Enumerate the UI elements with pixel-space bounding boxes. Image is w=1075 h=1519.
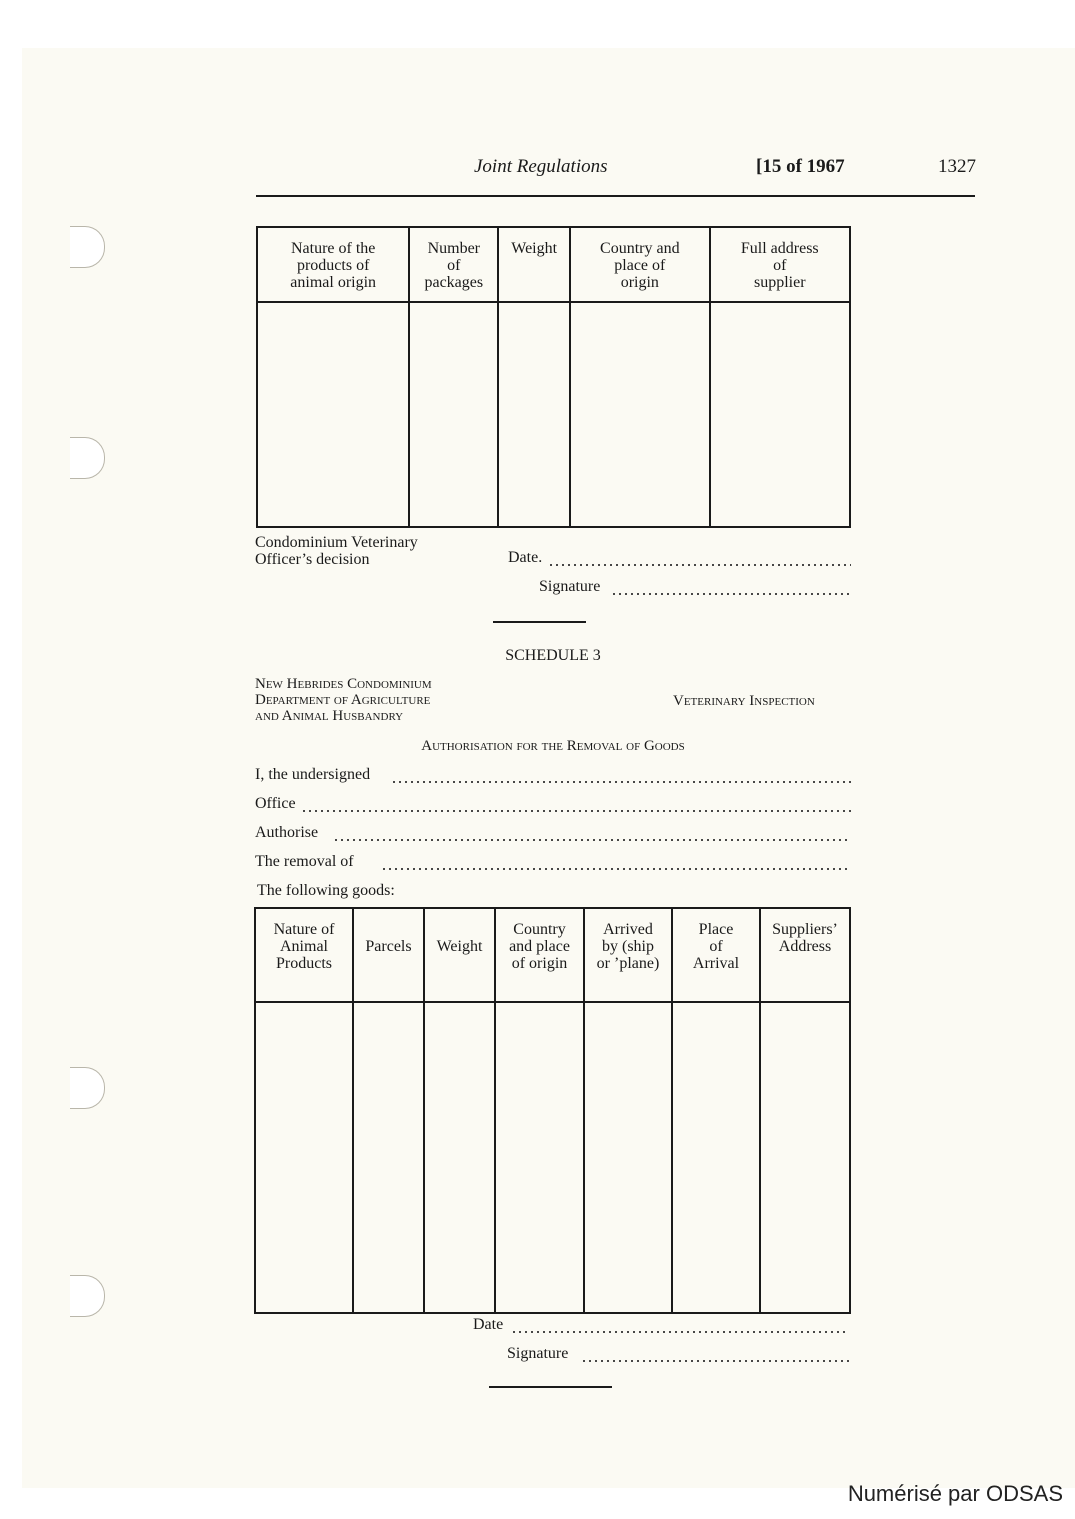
column-header: Arrived by (ship or ’plane) bbox=[584, 908, 672, 1002]
table-cell[interactable] bbox=[255, 1002, 353, 1313]
column-header: Place of Arrival bbox=[672, 908, 760, 1002]
removal-field[interactable]: The removal of bbox=[255, 853, 851, 873]
column-header: Country and place of origin bbox=[570, 227, 709, 302]
column-header: Full address of supplier bbox=[710, 227, 850, 302]
goods-table bbox=[254, 907, 851, 1314]
column-header: Nature of the products of animal origin bbox=[257, 227, 409, 302]
header-rule bbox=[256, 195, 975, 197]
schedule-title: SCHEDULE 3 bbox=[505, 647, 601, 664]
following-goods-label: The following goods: bbox=[257, 882, 395, 899]
undersigned-field[interactable]: I, the undersigned bbox=[255, 766, 851, 786]
table-cell[interactable] bbox=[760, 1002, 850, 1313]
decision-signature-field[interactable]: Signature bbox=[539, 578, 851, 598]
table-cell[interactable] bbox=[570, 302, 709, 527]
running-title: Joint Regulations bbox=[474, 156, 608, 177]
removal-date-field[interactable]: Date bbox=[473, 1316, 849, 1336]
organisation-block: New Hebrides Condominium Department of Agriculture and Animal Husbandry bbox=[255, 676, 432, 724]
authorise-field[interactable]: Authorise bbox=[255, 824, 851, 844]
table-cell[interactable] bbox=[424, 1002, 495, 1313]
decision-label: Condominium Veterinary Officer’s decision bbox=[255, 534, 418, 568]
column-header: Parcels bbox=[353, 908, 424, 1002]
products-table bbox=[256, 226, 851, 528]
digitisation-watermark: Numérisé par ODSAS bbox=[847, 1481, 1063, 1506]
table-cell[interactable] bbox=[498, 302, 570, 527]
end-divider bbox=[489, 1386, 612, 1388]
table-header-row bbox=[257, 227, 850, 302]
decision-date-field[interactable]: Date. bbox=[508, 549, 851, 569]
page-number: 1327 bbox=[938, 156, 976, 177]
table-row bbox=[255, 1002, 850, 1313]
column-header: Number of packages bbox=[409, 227, 498, 302]
column-header: Weight bbox=[498, 227, 570, 302]
column-header: Suppliers’ Address bbox=[760, 908, 850, 1002]
inspection-label: Veterinary Inspection bbox=[673, 693, 815, 709]
table-cell[interactable] bbox=[353, 1002, 424, 1313]
column-header: Weight bbox=[424, 908, 495, 1002]
table-cell[interactable] bbox=[409, 302, 498, 527]
table-header-row bbox=[255, 908, 850, 1002]
office-field[interactable]: Office bbox=[255, 795, 851, 815]
section-divider bbox=[493, 621, 586, 623]
act-reference: [15 of 1967 bbox=[756, 156, 845, 177]
column-header: Nature of Animal Products bbox=[255, 908, 353, 1002]
column-header: Country and place of origin bbox=[495, 908, 584, 1002]
removal-signature-field[interactable]: Signature bbox=[507, 1345, 849, 1365]
table-cell[interactable] bbox=[710, 302, 850, 527]
table-cell[interactable] bbox=[672, 1002, 760, 1313]
table-cell[interactable] bbox=[257, 302, 409, 527]
table-cell[interactable] bbox=[495, 1002, 584, 1313]
table-cell[interactable] bbox=[584, 1002, 672, 1313]
form-subtitle: Authorisation for the Removal of Goods bbox=[421, 738, 685, 754]
table-row bbox=[257, 302, 850, 527]
